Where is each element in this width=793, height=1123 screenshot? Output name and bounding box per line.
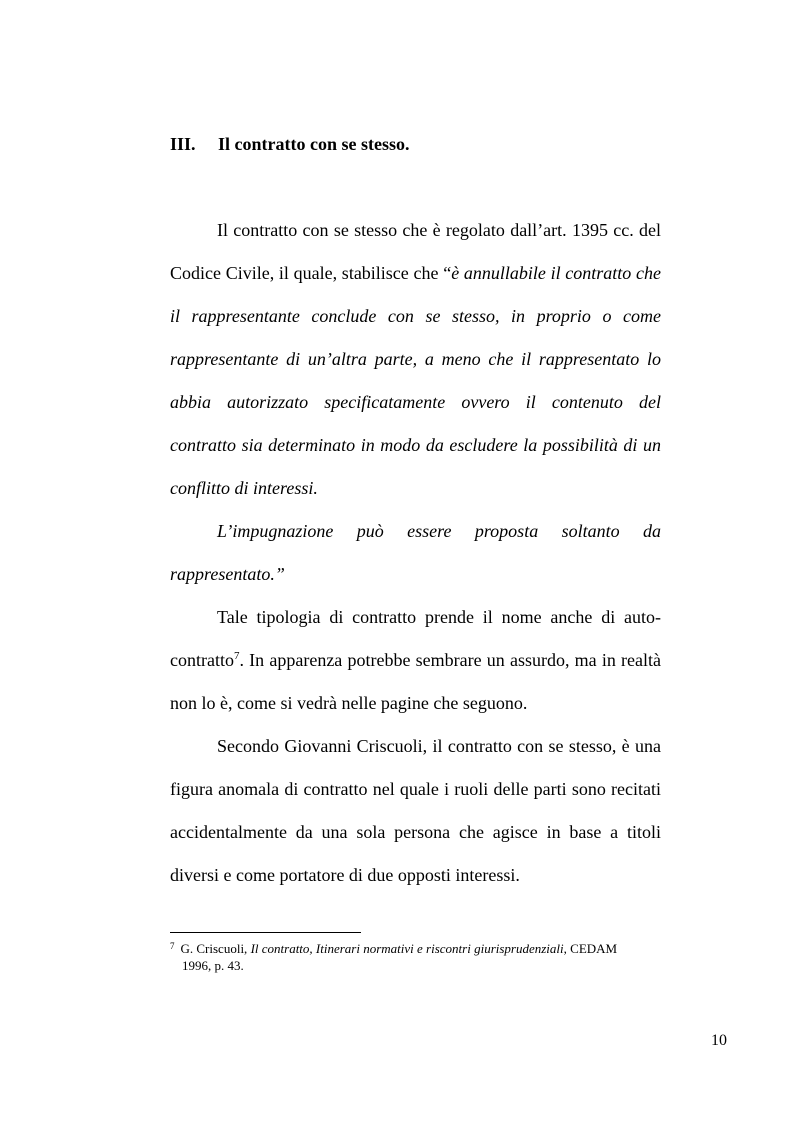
paragraph-1-intro: Il contratto con se stesso che è regolato dall’art. 1395 cc. del Codice Civile, il quale, stabilisce che “ [170,220,661,283]
section-heading [170,132,409,156]
footnote-reference[interactable]: 7 [233,650,240,662]
paragraph-3 [170,596,661,725]
paragraph-1 [170,209,661,510]
paragraph-4-text: Secondo Giovanni Criscuoli, il contratto con se stesso, è una figura anomala di contratto nel quale i ruoli delle parti sono recitati accidentalmente da una sola persona che agisce in base a titoli diversi e come portatore di due opposti interessi. [170,736,661,885]
footnote-publisher: , CEDAM [563,941,618,956]
footnote-year-page: 1996, p. 43. [182,958,244,973]
section-title: Il contratto con se stesso. [218,134,410,154]
footnote-separator [170,932,361,933]
paragraph-2-quote: L’impugnazione può essere proposta soltanto da rappresentato.” [170,521,661,584]
paragraph-2 [170,510,661,596]
page-number: 10 [711,1032,727,1049]
footnote-mark: 7 [170,941,175,951]
section-number: III. [170,134,196,154]
footnote-author: G. Criscuoli, [180,941,251,956]
footnote-title: Il contratto, Itinerari normativi e riscontri giurisprudenziali [250,941,564,956]
paragraph-4 [170,725,661,897]
paragraph-3-before: Tale tipologia di contratto prende il nome anche di auto-contratto [170,607,661,670]
paragraph-1-quote: è annullabile il contratto che il rappresentante conclude con se stesso, in proprio o come rappresentante di un’altra parte, a meno che il rappresentato lo abbia autorizzato specificatamente ovvero il contenuto del contratto sia determinato in modo da escludere la possibilità di un conflitto di interessi. [170,263,661,498]
paragraph-3-after: . In apparenza potrebbe sembrare un assurdo, ma in realtà non lo è, come si vedrà nelle pagine che seguono. [170,650,661,713]
footnote [170,940,661,974]
